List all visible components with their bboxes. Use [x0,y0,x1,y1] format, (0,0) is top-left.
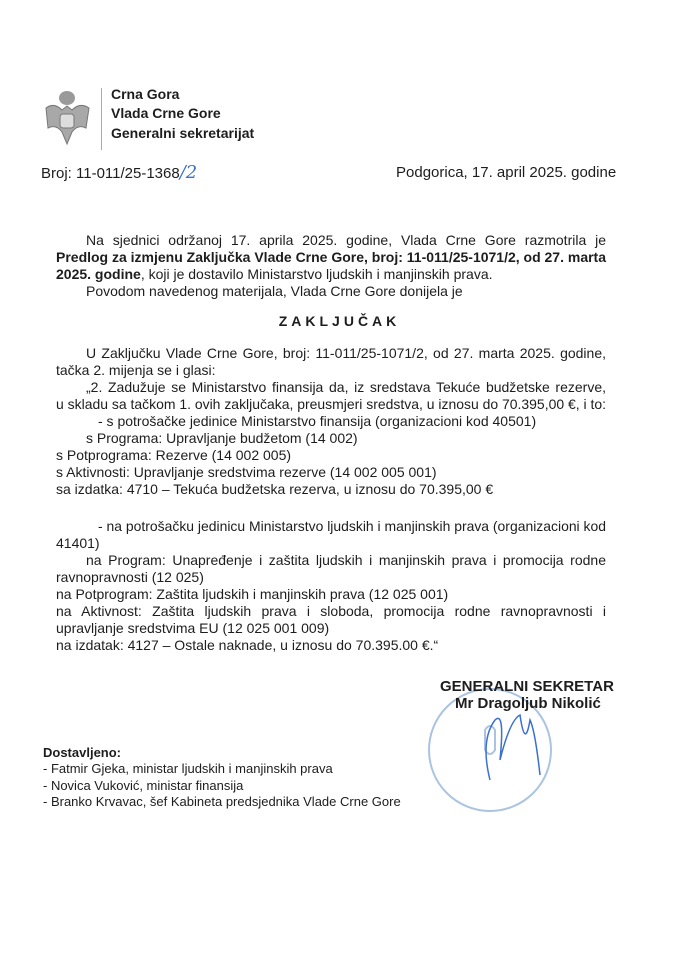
distribution-item: - Novica Vuković, ministar finansija [43,778,244,793]
body-line: upravljanje sredstvima EU (12 025 001 009) [56,620,330,636]
header-government: Vlada Crne Gore [111,105,221,121]
header-divider [101,88,102,150]
place-date: Podgorica, 17. april 2025. godine [396,164,617,181]
body-line: s Programa: Upravljanje budžetom (14 002) [86,430,358,446]
distribution-label: Dostavljeno: [43,745,122,760]
body-line: ravnopravnosti (12 025) [56,569,204,585]
body-line: s Potprograma: Rezerve (14 002 005) [56,447,292,463]
body-line: - s potrošačke jedinice Ministarstvo finansija (organizacioni kod 40501) [98,413,537,429]
reference-number: Broj: 11-011/25-1368/2 [41,162,198,183]
intro-line: Povodom navedenog materijala, Vlada Crne Gore donijela je [86,283,463,299]
body-line: sa izdatka: 4710 – Tekuća budžetska rezerva, u iznosu do 70.395,00 € [56,481,494,497]
signatory-title: GENERALNI SEKRETAR [440,678,614,695]
body-line: 41401) [56,535,100,551]
intro-line-bold: Predlog za izmjenu Zaključka Vlade Crne Gore, broj: 11-011/25-1071/2, od 27. marta [56,249,606,265]
distribution-item: - Fatmir Gjeka, ministar ljudskih i manjinskih prava [43,761,333,776]
body-line: u skladu sa tačkom 1. ovih zaključaka, preusmjeri sredstva, u iznosu do 70.395,00 €, i to: [56,396,606,412]
intro-line: Na sjednici održanoj 17. aprila 2025. godine, Vlada Crne Gore razmotrila je [86,232,606,248]
body-line: „2. Zadužuje se Ministarstvo finansija da, iz sredstava Tekuće budžetske rezerve, [86,379,606,395]
document-title: ZAKLJUČAK [278,313,401,329]
intro-line: 2025. godine, koji je dostavilo Ministarstvo ljudskih i manjinskih prava. [56,266,493,282]
coat-of-arms-logo [40,88,95,148]
body-line: tačka 2. mijenja se i glasi: [56,362,216,378]
handwritten-signature [470,700,560,795]
body-line: U Zaključku Vlade Crne Gore, broj: 11-011/25-1071/2, od 27. marta 2025. godine, [86,345,606,361]
signatory-name: Mr Dragoljub Nikolić [455,695,601,712]
body-line: na Program: Unapređenje i zaštita ljudskih i manjinskih prava i promocija rodne [86,552,606,568]
body-line: na Aktivnost: Zaštita ljudskih prava i sloboda, promocija rodne ravnopravnosti i [56,603,606,619]
body-line: - na potrošačku jedinicu Ministarstvo ljudskih i manjinskih prava (organizacioni kod [98,518,606,534]
distribution-item: - Branko Krvavac, šef Kabineta predsjednika Vlade Crne Gore [43,794,401,809]
body-line: s Aktivnosti: Upravljanje sredstvima rezerve (14 002 005 001) [56,464,437,480]
body-line: na Potprogram: Zaštita ljudskih i manjinskih prava (12 025 001) [56,586,449,602]
header-country: Crna Gora [111,86,180,102]
header-secretariat: Generalni sekretarijat [111,125,255,141]
body-line: na izdatak: 4127 – Ostale naknade, u iznosu do 70.395.00 €.“ [56,637,439,653]
